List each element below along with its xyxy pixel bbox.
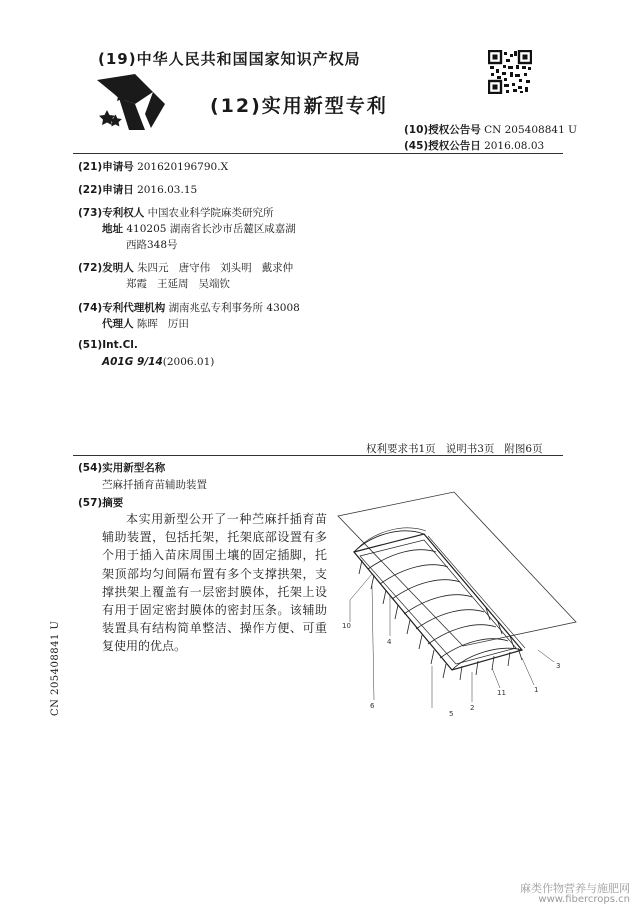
agent-label: 代理人 — [102, 318, 134, 330]
int-cl-label: (51)Int.Cl. — [78, 339, 138, 351]
publication-date-label: (45)授权公告日 — [404, 140, 481, 152]
figure-label-2: 2 — [470, 704, 475, 712]
inventors-label: (72)发明人 — [78, 262, 134, 274]
figure-label-11: 11 — [497, 689, 506, 697]
application-date — [78, 182, 197, 197]
int-cl-year: (2006.01) — [162, 356, 215, 368]
patent-agency-label: (74)专利代理机构 — [78, 302, 166, 314]
device-figure — [332, 490, 582, 725]
office-name: (19)中华人民共和国国家知识产权局 — [98, 50, 361, 68]
page-counts-divider — [73, 455, 563, 456]
int-cl-code: A01G 9/14 — [102, 356, 163, 368]
publication-number-value: CN 205408841 U — [484, 124, 577, 136]
agent — [102, 316, 189, 331]
address — [102, 221, 296, 236]
figure-label-10: 10 — [342, 622, 351, 630]
arch-front-2 — [356, 528, 426, 550]
figure-label-3: 3 — [556, 662, 561, 670]
tray-frame — [354, 534, 522, 670]
int-cl — [102, 356, 214, 368]
publication-number — [404, 122, 577, 137]
inventors-line-1: 朱四元 唐守伟 刘头明 戴求仲 — [137, 262, 294, 274]
abstract-text: 本实用新型公开了一种苎麻扦插育苗辅助装置，包括托架，托架底部设置有多个用于插入苗床周围土壤的固定插脚，托架顶部均匀间隔布置有多个支撑拱架，支撑拱架上覆盖有一层密封膜体，托架上设有用于固定密封膜体的密封压条。该辅助装置具有结构简单整洁、操作方便、可重复使用的优点。 — [102, 512, 327, 654]
utility-model-title: 苎麻扦插育苗辅助装置 — [102, 479, 207, 491]
watermark-url: www.fibercrops.cn — [538, 894, 630, 905]
figure-label-6: 6 — [370, 702, 375, 710]
side-publication-number: CN 205408841 U — [50, 620, 61, 716]
application-number-value: 201620196790.X — [137, 161, 229, 173]
title-label: (54)实用新型名称 — [78, 462, 166, 474]
patentee-value: 中国农业科学院麻类研究所 — [147, 207, 274, 219]
application-date-value: 2016.03.15 — [137, 184, 198, 196]
patentee-label: (73)专利权人 — [78, 207, 145, 219]
address-line-2: 西路348号 — [126, 239, 178, 251]
application-number-label: (21)申请号 — [78, 161, 134, 173]
header-divider — [73, 153, 563, 154]
fixing-legs — [359, 560, 522, 680]
figure-label-5: 5 — [449, 710, 454, 718]
figure-label-4: 4 — [387, 638, 392, 646]
watermark-site-name: 麻类作物营养与施肥网 — [520, 882, 630, 895]
address-label: 地址 — [102, 223, 123, 235]
abstract-label: (57)摘要 — [78, 497, 124, 509]
patent-agency-value: 湖南兆弘专利事务所 43008 — [168, 302, 300, 314]
inventors-line-2: 郑霞 王延周 吴端钦 — [126, 278, 231, 290]
publication-date — [404, 138, 544, 153]
patent-agency — [78, 300, 300, 315]
page-counts: 权利要求书1页 说明书3页 附图6页 — [366, 443, 543, 455]
agent-value: 陈晖 厉田 — [136, 318, 189, 330]
qr-code — [488, 50, 532, 94]
document-type: (12)实用新型专利 — [210, 95, 388, 117]
publication-number-label: (10)授权公告号 — [404, 124, 481, 136]
inventors — [78, 260, 293, 275]
patentee — [78, 205, 274, 220]
address-line-1: 410205 湖南省长沙市岳麓区咸嘉湖 — [126, 223, 296, 235]
application-number — [78, 159, 228, 174]
figure-label-1: 1 — [534, 686, 539, 694]
film-sheet — [338, 492, 576, 646]
cnipa-logo — [95, 70, 173, 138]
application-date-label: (22)申请日 — [78, 184, 134, 196]
publication-date-value: 2016.08.03 — [484, 140, 545, 152]
